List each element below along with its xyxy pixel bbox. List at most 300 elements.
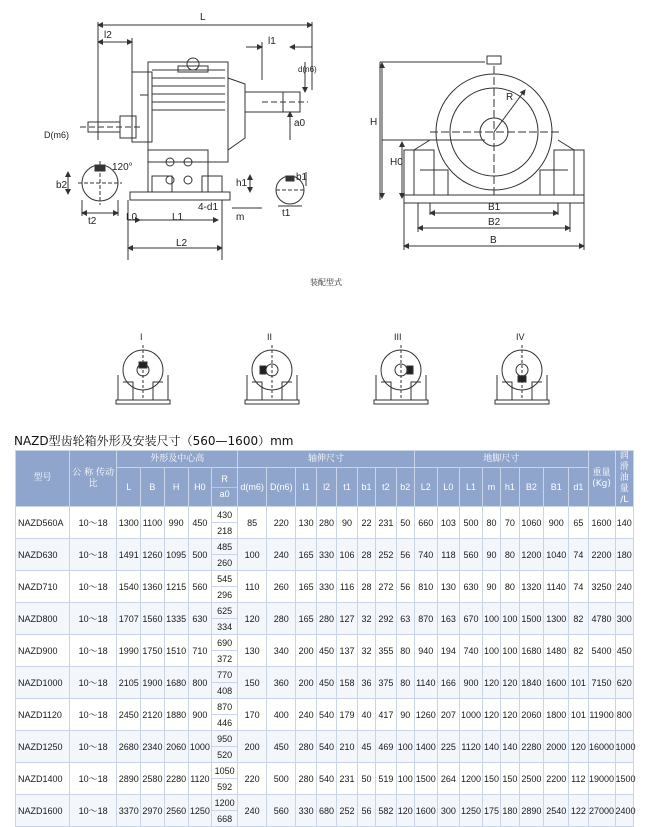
cell-r-value: 1200 — [214, 797, 235, 808]
cell-outline: 2060 — [164, 731, 188, 763]
cell-r — [212, 667, 238, 699]
cell-shaft: 220 — [238, 763, 267, 795]
cell-shaft: 280 — [316, 603, 336, 635]
cell-a0-value: 334 — [212, 618, 237, 634]
cell-weight: 1600 — [588, 507, 615, 539]
cell-foot: 1500 — [414, 763, 437, 795]
dim-l2: l2 — [104, 30, 112, 41]
cell-outline: 2450 — [117, 699, 141, 731]
cell-foot: 1140 — [544, 571, 569, 603]
dim-h1: h1 — [236, 178, 248, 189]
cell-shaft: 540 — [316, 699, 336, 731]
header-outline: 外形及中心高 — [117, 451, 238, 468]
subheader-r-bottom: a0 — [212, 487, 237, 502]
dim-B2: B2 — [488, 217, 501, 228]
cell-model: NAZD1120 — [16, 699, 70, 731]
dim-L0: L0 — [126, 212, 138, 223]
cell-outline: 1707 — [117, 603, 141, 635]
subheader-shaft-1: D(n6) — [267, 468, 296, 507]
cell-a0-value: 260 — [212, 554, 237, 570]
subheader-foot-3: m — [482, 468, 500, 507]
cell-r — [212, 507, 238, 539]
cell-foot: 150 — [482, 763, 500, 795]
cell-a0-value: 668 — [212, 810, 237, 826]
cell-ratio: 10～18 — [69, 731, 116, 763]
subheader-outline-3: H0 — [188, 468, 212, 507]
cell-foot: 120 — [569, 731, 588, 763]
cell-foot: 101 — [569, 699, 588, 731]
arrangement-ii-label: II — [267, 332, 273, 342]
cell-r — [212, 795, 238, 827]
cell-foot: 2000 — [544, 731, 569, 763]
cell-foot: 2540 — [544, 795, 569, 827]
cell-shaft: 292 — [376, 603, 396, 635]
cell-r-value: 545 — [217, 573, 233, 584]
subheader-foot-0: L2 — [414, 468, 437, 507]
cell-outline: 2890 — [117, 763, 141, 795]
drawing-caption: 装配型式 — [310, 278, 342, 287]
cell-shaft: 120 — [238, 603, 267, 635]
cell-a0-value: 520 — [212, 746, 237, 762]
cell-foot: 74 — [569, 571, 588, 603]
cell-foot: 225 — [437, 731, 460, 763]
cell-outline: 900 — [188, 699, 212, 731]
cell-foot: 1320 — [519, 571, 544, 603]
dim-L: L — [200, 12, 206, 23]
cell-outline: 500 — [188, 539, 212, 571]
table-row — [16, 699, 634, 731]
arrangement-ii-icon — [245, 345, 299, 404]
cell-shaft: 165 — [296, 539, 316, 571]
cell-a0-value: 408 — [212, 682, 237, 698]
cell-weight: 16000 — [588, 731, 615, 763]
subheader-foot-5: B2 — [519, 468, 544, 507]
cell-shaft: 32 — [357, 603, 375, 635]
cell-outline: 630 — [188, 603, 212, 635]
cell-oil: 620 — [615, 667, 634, 699]
cell-r-value: 690 — [217, 637, 233, 648]
cell-shaft: 28 — [357, 539, 375, 571]
cell-weight: 3250 — [588, 571, 615, 603]
cell-r-value: 1050 — [214, 765, 235, 776]
cell-outline: 2580 — [141, 763, 165, 795]
cell-weight: 19000 — [588, 763, 615, 795]
cell-foot: 100 — [501, 603, 519, 635]
cell-shaft: 280 — [267, 603, 296, 635]
arrangement-iv-label: IV — [516, 332, 525, 342]
cell-weight: 7150 — [588, 667, 615, 699]
subheader-shaft-3: l2 — [316, 468, 336, 507]
cell-shaft: 110 — [238, 571, 267, 603]
subheader-r — [212, 468, 238, 507]
cell-foot: 2890 — [519, 795, 544, 827]
cell-outline: 450 — [188, 507, 212, 539]
subheader-shaft-7: b2 — [396, 468, 414, 507]
cell-foot: 90 — [482, 539, 500, 571]
cell-foot: 80 — [501, 571, 519, 603]
cell-shaft: 63 — [396, 603, 414, 635]
cell-shaft: 360 — [267, 667, 296, 699]
cell-foot: 80 — [482, 507, 500, 539]
cell-foot: 130 — [437, 571, 460, 603]
cell-foot: 180 — [501, 795, 519, 827]
cell-foot: 1600 — [544, 667, 569, 699]
cell-shaft: 100 — [238, 539, 267, 571]
cell-foot: 2060 — [519, 699, 544, 731]
cell-shaft: 50 — [396, 507, 414, 539]
cell-foot: 1000 — [460, 699, 483, 731]
dim-D: D(m6) — [44, 130, 69, 140]
cell-oil: 240 — [615, 571, 634, 603]
cell-outline: 2105 — [117, 667, 141, 699]
cell-shaft: 100 — [396, 763, 414, 795]
header-weight: 重量 (Kg) — [588, 451, 615, 507]
dim-a0: a0 — [294, 118, 306, 129]
subheader-outline-0: L — [117, 468, 141, 507]
cell-outline: 710 — [188, 635, 212, 667]
cell-shaft: 680 — [316, 795, 336, 827]
cell-shaft: 200 — [296, 667, 316, 699]
cell-foot: 70 — [501, 507, 519, 539]
cell-foot: 1200 — [519, 539, 544, 571]
cell-ratio: 10～18 — [69, 763, 116, 795]
cell-shaft: 375 — [376, 667, 396, 699]
table-row — [16, 795, 634, 827]
cell-shaft: 116 — [337, 571, 357, 603]
cell-foot: 1040 — [544, 539, 569, 571]
cell-foot: 101 — [569, 667, 588, 699]
cell-shaft: 231 — [376, 507, 396, 539]
cell-weight: 11900 — [588, 699, 615, 731]
cell-foot: 140 — [482, 731, 500, 763]
cell-outline: 2120 — [141, 699, 165, 731]
dim-b2: b2 — [56, 180, 68, 191]
cell-ratio: 10～18 — [69, 603, 116, 635]
cell-shaft: 120 — [396, 795, 414, 827]
cell-shaft: 165 — [296, 603, 316, 635]
cell-a0-value: 372 — [212, 650, 237, 666]
table-row — [16, 731, 634, 763]
cell-shaft: 158 — [337, 667, 357, 699]
cell-outline: 1360 — [141, 571, 165, 603]
cell-r — [212, 699, 238, 731]
header-oil: 润滑 油量 /L — [615, 451, 634, 507]
cell-foot: 870 — [414, 603, 437, 635]
cell-foot: 660 — [414, 507, 437, 539]
subheader-foot-2: L1 — [460, 468, 483, 507]
cell-foot: 163 — [437, 603, 460, 635]
dim-holes: 4-d1 — [198, 202, 219, 213]
cell-outline: 1900 — [141, 667, 165, 699]
cell-shaft: 28 — [357, 571, 375, 603]
arrangement-i-label: I — [140, 332, 143, 342]
cell-foot: 118 — [437, 539, 460, 571]
cell-outline: 2560 — [164, 795, 188, 827]
cell-foot: 90 — [482, 571, 500, 603]
cell-outline: 1250 — [188, 795, 212, 827]
dim-t1: t1 — [282, 208, 291, 219]
cell-shaft: 582 — [376, 795, 396, 827]
cell-foot: 120 — [482, 699, 500, 731]
cell-oil: 1500 — [615, 763, 634, 795]
cell-foot: 103 — [437, 507, 460, 539]
cell-model: NAZD1600 — [16, 795, 70, 827]
cell-outline: 1215 — [164, 571, 188, 603]
cell-foot: 112 — [569, 763, 588, 795]
cell-foot: 150 — [501, 763, 519, 795]
cell-shaft: 56 — [396, 539, 414, 571]
arrangement-iii-label: III — [394, 332, 402, 342]
cell-shaft: 355 — [376, 635, 396, 667]
cell-r — [212, 603, 238, 635]
cell-outline: 800 — [188, 667, 212, 699]
cell-foot: 300 — [437, 795, 460, 827]
cell-foot: 1260 — [414, 699, 437, 731]
cell-oil: 180 — [615, 539, 634, 571]
cell-foot: 1480 — [544, 635, 569, 667]
cell-shaft: 150 — [238, 667, 267, 699]
header-foot: 地脚尺寸 — [414, 451, 588, 468]
subheader-foot-7: d1 — [569, 468, 588, 507]
cell-shaft: 450 — [316, 667, 336, 699]
cell-shaft: 240 — [267, 539, 296, 571]
cell-foot: 1840 — [519, 667, 544, 699]
cell-shaft: 540 — [316, 763, 336, 795]
cell-shaft: 272 — [376, 571, 396, 603]
cell-shaft: 45 — [357, 731, 375, 763]
cell-r — [212, 539, 238, 571]
cell-shaft: 90 — [337, 507, 357, 539]
cell-foot: 65 — [569, 507, 588, 539]
cell-shaft: 340 — [267, 635, 296, 667]
cell-shaft: 56 — [357, 795, 375, 827]
cell-shaft: 330 — [316, 539, 336, 571]
cell-shaft: 36 — [357, 667, 375, 699]
cell-shaft: 560 — [267, 795, 296, 827]
cell-shaft: 106 — [337, 539, 357, 571]
dimension-table — [15, 450, 634, 827]
cell-shaft: 127 — [337, 603, 357, 635]
subheader-foot-6: B1 — [544, 468, 569, 507]
arrangement-iv-icon — [495, 345, 549, 404]
cell-shaft: 450 — [316, 635, 336, 667]
subheader-shaft-6: t2 — [376, 468, 396, 507]
cell-shaft: 220 — [267, 507, 296, 539]
cell-model: NAZD1000 — [16, 667, 70, 699]
cell-outline: 1510 — [164, 635, 188, 667]
cell-shaft: 100 — [396, 731, 414, 763]
cell-r — [212, 731, 238, 763]
subheader-shaft-5: b1 — [357, 468, 375, 507]
cell-outline: 1491 — [117, 539, 141, 571]
cell-foot: 2500 — [519, 763, 544, 795]
arrangement-iii-icon — [374, 345, 428, 404]
cell-outline: 1680 — [164, 667, 188, 699]
cell-shaft: 165 — [296, 571, 316, 603]
cell-oil: 140 — [615, 507, 634, 539]
cell-model: NAZD630 — [16, 539, 70, 571]
cell-foot: 1400 — [414, 731, 437, 763]
dim-b1: b1 — [296, 172, 308, 183]
cell-shaft: 500 — [267, 763, 296, 795]
cell-model: NAZD1400 — [16, 763, 70, 795]
cell-model: NAZD800 — [16, 603, 70, 635]
subheader-shaft-2: l1 — [296, 468, 316, 507]
cell-outline: 1300 — [117, 507, 141, 539]
cell-r — [212, 763, 238, 795]
cell-shaft: 252 — [337, 795, 357, 827]
dim-H: H — [370, 117, 378, 128]
table-row — [16, 603, 634, 635]
cell-outline: 2280 — [164, 763, 188, 795]
cell-foot: 740 — [414, 539, 437, 571]
cell-foot: 120 — [482, 667, 500, 699]
cell-shaft: 260 — [267, 571, 296, 603]
cell-shaft: 137 — [337, 635, 357, 667]
cell-ratio: 10～18 — [69, 507, 116, 539]
cell-shaft: 90 — [396, 699, 414, 731]
cell-foot: 2280 — [519, 731, 544, 763]
cell-foot: 1800 — [544, 699, 569, 731]
cell-weight: 2200 — [588, 539, 615, 571]
table-row — [16, 763, 634, 795]
cell-foot: 1500 — [519, 603, 544, 635]
cell-foot: 80 — [501, 539, 519, 571]
cell-shaft: 40 — [357, 699, 375, 731]
cell-shaft: 417 — [376, 699, 396, 731]
cell-foot: 194 — [437, 635, 460, 667]
cell-shaft: 231 — [337, 763, 357, 795]
cell-ratio: 10～18 — [69, 667, 116, 699]
cell-outline: 560 — [188, 571, 212, 603]
cell-weight: 4780 — [588, 603, 615, 635]
subheader-outline-2: H — [164, 468, 188, 507]
cell-foot: 630 — [460, 571, 483, 603]
cell-oil: 2400 — [615, 795, 634, 827]
cell-model: NAZD710 — [16, 571, 70, 603]
dim-t2: t2 — [88, 216, 97, 227]
cell-outline: 1990 — [117, 635, 141, 667]
cell-foot: 670 — [460, 603, 483, 635]
cell-foot: 207 — [437, 699, 460, 731]
cell-foot: 810 — [414, 571, 437, 603]
cell-shaft: 330 — [296, 795, 316, 827]
dim-B1: B1 — [488, 202, 501, 213]
cell-ratio: 10～18 — [69, 635, 116, 667]
cell-foot: 2200 — [544, 763, 569, 795]
cell-shaft: 50 — [357, 763, 375, 795]
cell-shaft: 22 — [357, 507, 375, 539]
cell-foot: 560 — [460, 539, 483, 571]
cell-oil: 450 — [615, 635, 634, 667]
cell-outline: 1120 — [188, 763, 212, 795]
cell-foot: 74 — [569, 539, 588, 571]
table-row — [16, 539, 634, 571]
subheader-outline-1: B — [141, 468, 165, 507]
subheader-shaft-0: d(m6) — [238, 468, 267, 507]
dim-R: R — [506, 92, 514, 103]
cell-r-value: 430 — [217, 509, 233, 520]
cell-model: NAZD560A — [16, 507, 70, 539]
cell-foot: 82 — [569, 635, 588, 667]
cell-ratio: 10～18 — [69, 571, 116, 603]
dim-L2: L2 — [176, 238, 188, 249]
table-row — [16, 635, 634, 667]
cell-outline: 1260 — [141, 539, 165, 571]
arrangement-i-icon — [116, 345, 170, 404]
cell-foot: 740 — [460, 635, 483, 667]
cell-outline: 1095 — [164, 539, 188, 571]
subheader-foot-4: h1 — [501, 468, 519, 507]
cell-shaft: 330 — [316, 571, 336, 603]
cell-shaft: 450 — [267, 731, 296, 763]
cell-foot: 1060 — [519, 507, 544, 539]
header-ratio: 公 称 传动比 — [69, 451, 116, 507]
cell-foot: 175 — [482, 795, 500, 827]
dim-d: d(n6) — [298, 65, 317, 74]
cell-shaft: 200 — [296, 635, 316, 667]
cell-foot: 100 — [501, 635, 519, 667]
subheader-shaft-4: t1 — [337, 468, 357, 507]
dim-m: m — [236, 212, 245, 223]
cell-outline: 2970 — [141, 795, 165, 827]
cell-weight: 27000 — [588, 795, 615, 827]
header-model: 型号 — [16, 451, 70, 507]
cell-outline: 3370 — [117, 795, 141, 827]
cell-shaft: 85 — [238, 507, 267, 539]
subheader-r-top: R — [221, 474, 228, 485]
dim-L1: L1 — [172, 212, 184, 223]
cell-outline: 1335 — [164, 603, 188, 635]
cell-shaft: 280 — [296, 763, 316, 795]
cell-shaft: 130 — [238, 635, 267, 667]
cell-model: NAZD1250 — [16, 731, 70, 763]
cell-outline: 1750 — [141, 635, 165, 667]
cell-foot: 264 — [437, 763, 460, 795]
cell-foot: 122 — [569, 795, 588, 827]
cell-r — [212, 571, 238, 603]
table-row — [16, 507, 634, 539]
cell-foot: 1680 — [519, 635, 544, 667]
cell-outline: 2340 — [141, 731, 165, 763]
cell-shaft: 80 — [396, 667, 414, 699]
cell-foot: 940 — [414, 635, 437, 667]
cell-shaft: 179 — [337, 699, 357, 731]
cell-foot: 1200 — [460, 763, 483, 795]
cell-shaft: 240 — [238, 795, 267, 827]
cell-r — [212, 635, 238, 667]
table-body — [16, 507, 634, 827]
cell-oil: 1000 — [615, 731, 634, 763]
cell-outline: 1880 — [164, 699, 188, 731]
cell-shaft: 280 — [296, 731, 316, 763]
cell-shaft: 56 — [396, 571, 414, 603]
cell-a0-value: 218 — [212, 522, 237, 538]
cell-r-value: 950 — [217, 733, 233, 744]
cell-a0-value: 296 — [212, 586, 237, 602]
cell-r-value: 485 — [217, 541, 233, 552]
cell-foot: 120 — [501, 699, 519, 731]
cell-outline: 1560 — [141, 603, 165, 635]
cell-shaft: 210 — [337, 731, 357, 763]
header-shaft: 轴伸尺寸 — [238, 451, 415, 468]
cell-shaft: 469 — [376, 731, 396, 763]
cell-r-value: 870 — [217, 701, 233, 712]
table-title: NAZD型齿轮箱外形及安装尺寸（560—1600）mm — [14, 434, 294, 448]
cell-shaft: 540 — [316, 731, 336, 763]
cell-shaft: 252 — [376, 539, 396, 571]
cell-ratio: 10～18 — [69, 699, 116, 731]
